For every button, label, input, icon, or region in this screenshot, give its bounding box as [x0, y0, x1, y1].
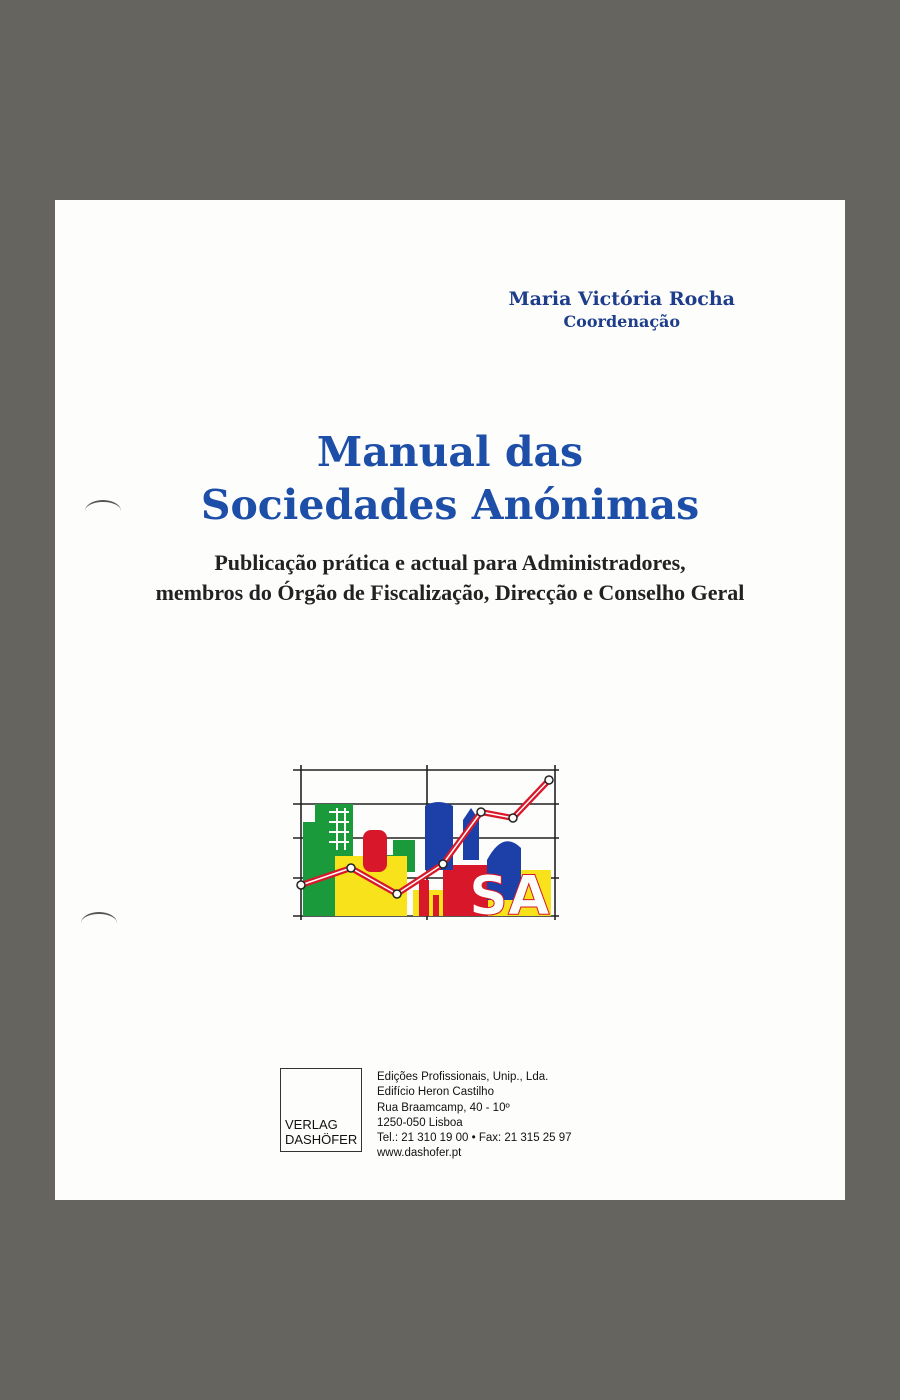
publisher-info — [377, 1070, 572, 1162]
title-line-2: Sociedades Anónimas — [200, 481, 700, 529]
publisher-brand-line-1: VERLAG — [285, 1117, 338, 1132]
title-line-1: Manual das — [316, 428, 584, 476]
author-name: Maria Victória Rocha — [508, 288, 735, 310]
publisher-brand-line-2: DASHÖFER — [285, 1132, 358, 1147]
publisher-phone: Tel.: 21 310 19 00 • Fax: 21 315 25 97 — [377, 1132, 572, 1145]
subtitle — [55, 548, 845, 608]
publisher-city: 1250-050 Lisboa — [377, 1116, 463, 1129]
city-chart-logo-icon — [293, 760, 563, 925]
publisher-logo — [280, 1068, 362, 1152]
publisher-street: Rua Braamcamp, 40 - 10º — [377, 1101, 510, 1114]
subtitle-line-2: membros do Órgão de Fiscalização, Direcção e Conselho Geral — [155, 580, 745, 605]
page-title — [55, 426, 845, 532]
subtitle-line-1: Publicação prática e actual para Administradores, — [214, 550, 686, 575]
logo-graphic — [293, 760, 563, 925]
author-block — [509, 288, 735, 331]
punch-hole-bottom — [81, 912, 117, 934]
document-cover — [55, 200, 845, 1200]
logo-letters: SA — [469, 864, 550, 925]
publisher-building: Edifício Heron Castilho — [377, 1086, 494, 1099]
publisher-company: Edições Profissionais, Unip., Lda. — [377, 1071, 549, 1083]
author-role: Coordenação — [563, 312, 681, 331]
publisher-website: www.dashofer.pt — [377, 1147, 462, 1160]
